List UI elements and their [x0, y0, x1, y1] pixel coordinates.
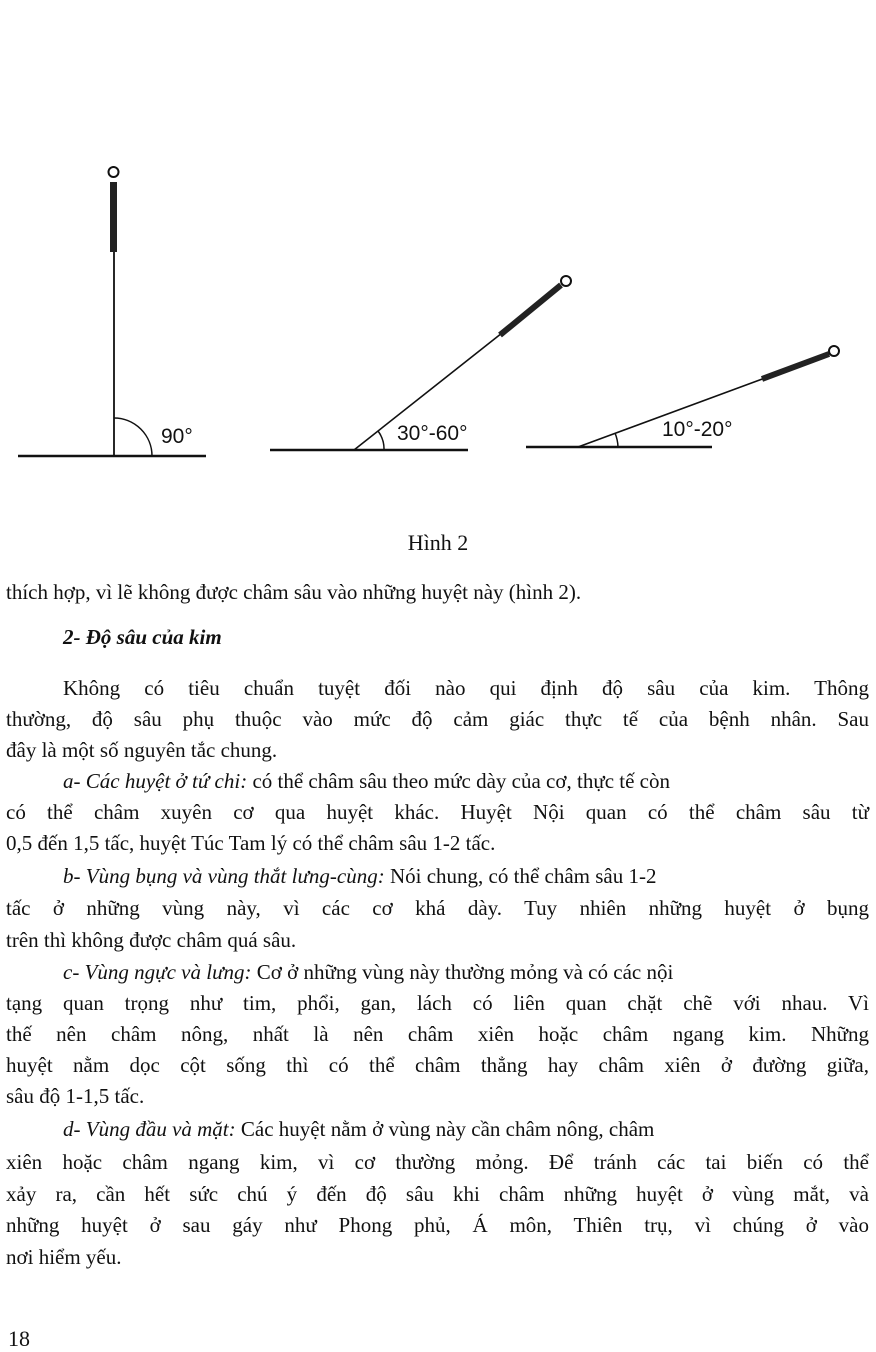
text-line: những huyệt ở sau gáy như Phong phủ, Á môn, Thiên trụ, vì chúng ở vào: [6, 1213, 869, 1237]
item-d-text: Các huyệt nằm ở vùng này cần châm nông, châm: [235, 1117, 655, 1141]
needle-90-diagram: [18, 167, 206, 456]
figure-caption: Hình 2: [407, 530, 469, 555]
item-a-line: [63, 766, 869, 796]
text-line: thường, độ sâu phụ thuộc vào mức độ cảm giác thực tế của bệnh nhân. Sau: [6, 707, 869, 731]
item-c-label: c- Vùng ngực và lưng:: [63, 960, 252, 984]
item-a-text: có thể châm sâu theo mức dày của cơ, thực tế còn: [247, 769, 670, 793]
text-line: tấc ở những vùng này, vì các cơ khá dày. Tuy nhiên những huyệt ở bụng: [6, 896, 869, 920]
item-d-line: [63, 1114, 869, 1144]
item-a-label: a- Các huyệt ở tứ chi:: [63, 769, 248, 793]
text-line: trên thì không được châm quá sâu.: [6, 928, 297, 952]
item-b-label: b- Vùng bụng và vùng thắt lưng-cùng:: [63, 864, 385, 888]
text-line: thế nên châm nông, nhất là nên châm xiên hoặc châm ngang kim. Những: [6, 1022, 869, 1046]
text-line: tạng quan trọng như tim, phổi, gan, lách có liên quan chặt chẽ với nhau. Vì: [6, 991, 869, 1015]
item-b-text: Nói chung, có thể châm sâu 1-2: [384, 864, 657, 888]
angle-label-10-20: 10°-20°: [662, 418, 733, 441]
text-line: Không có tiêu chuẩn tuyệt đối nào qui định độ sâu của kim. Thông: [63, 676, 869, 700]
text-line: thích hợp, vì lẽ không được châm sâu vào những huyệt này (hình 2).: [6, 580, 582, 604]
text-line: xảy ra, cần hết sức chú ý đến độ sâu khi châm những huyệt ở vùng mắt, và: [6, 1182, 869, 1206]
needle-angle-figure: [0, 0, 876, 480]
page-number: 18: [8, 1326, 30, 1351]
angle-label-90: 90°: [161, 425, 193, 448]
section-heading: 2- Độ sâu của kim: [63, 625, 222, 649]
item-b-line: [63, 861, 869, 891]
text-line: nơi hiểm yếu.: [6, 1245, 122, 1269]
item-c-line: [63, 957, 869, 987]
text-line: có thể châm xuyên cơ qua huyệt khác. Huyệt Nội quan có thể châm sâu từ: [6, 800, 869, 824]
text-line: sâu độ 1-1,5 tấc.: [6, 1084, 145, 1108]
text-line: 0,5 đến 1,5 tấc, huyệt Túc Tam lý có thể châm sâu 1-2 tấc.: [6, 831, 496, 855]
text-line: huyệt nằm dọc cột sống thì có thể châm thẳng hay châm xiên ở đường giữa,: [6, 1053, 869, 1077]
text-line: xiên hoặc châm ngang kim, vì cơ thường mỏng. Để tránh các tai biến có thể: [6, 1150, 869, 1174]
angle-label-30-60: 30°-60°: [397, 422, 468, 445]
text-line: đây là một số nguyên tắc chung.: [6, 738, 278, 762]
item-d-label: d- Vùng đầu và mặt:: [63, 1117, 236, 1141]
item-c-text: Cơ ở những vùng này thường mỏng và có các nội: [251, 960, 674, 984]
